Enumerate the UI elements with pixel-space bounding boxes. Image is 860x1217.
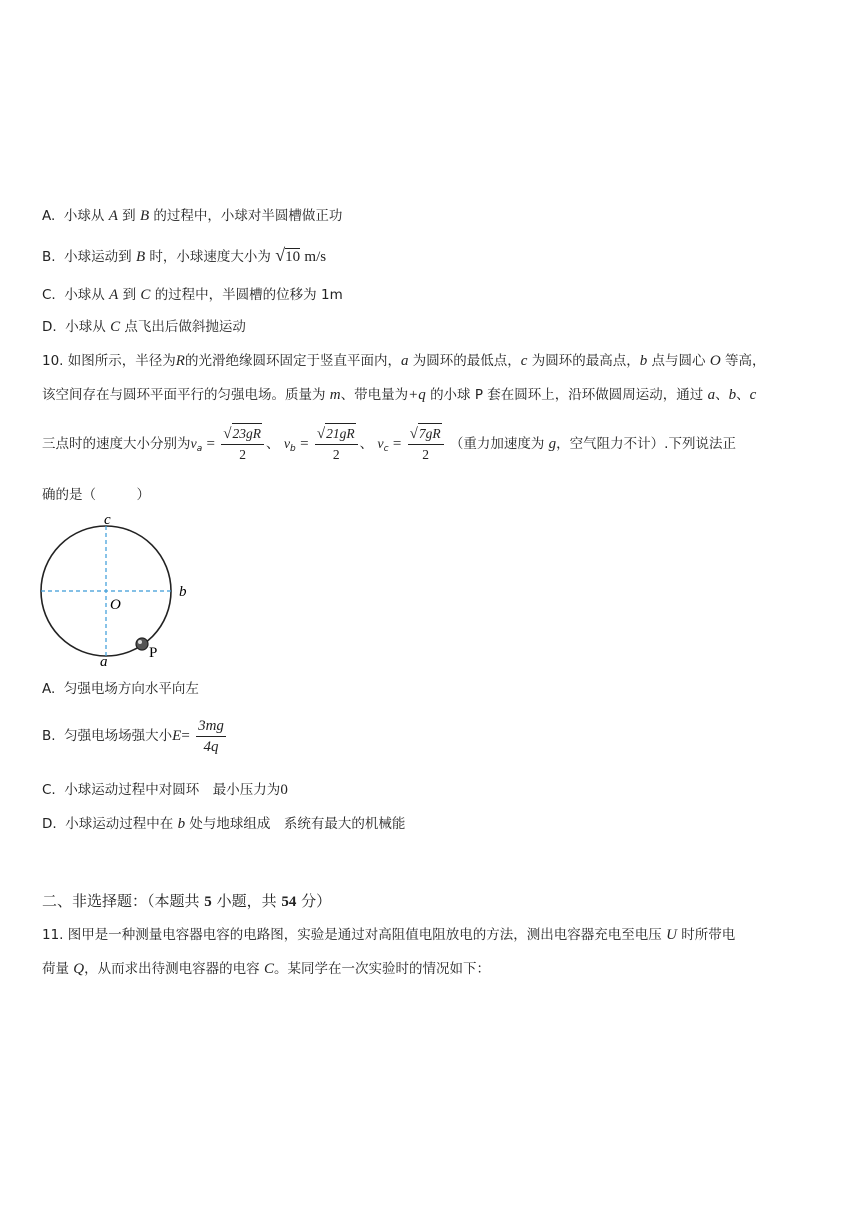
section-heading: 二、非选择题：（本题共 5 小题，共 54 分） — [42, 892, 332, 910]
q10-stem-line4: 确的是（ ） — [42, 487, 150, 503]
q10-stem-line3: 三点时的速度大小分别为$v_a$ = $\frac{√23gR}{2}$ 、 $v_b$ = $\frac{√21gR}{2}$ 、 $v_c$ = $\frac{√7gR}{2}$ （重力加速度为 g，空气阻力不计）.下列说法正 — [42, 422, 736, 470]
label-c: c — [104, 512, 111, 528]
va-fraction: $\frac{√23gR}{2}$ — [221, 423, 264, 465]
e-fraction: $\frac{3mg}{4q}$ — [198, 717, 224, 755]
q11-stem-line1: 11. 图甲是一种测量电容器电容的电路图，实验是通过对高阻值电阻放电的方法，测出电容器充电至电压 U 时所带电 — [42, 927, 736, 943]
q10-option-b: B. 匀强电场场强大小E= $\frac{3mg}{4q}$ — [42, 717, 224, 755]
q9-option-d: D. 小球从 C 点飞出后做斜抛运动 — [42, 319, 246, 335]
q10-option-c: C. 小球运动过程中对圆环 最小压力为0 — [42, 782, 288, 798]
q10-stem-line1: 10. 如图所示，半径为R的光滑绝缘圆环固定于竖直平面内，a 为圆环的最低点，c 为圆环的最高点，b 点与圆心 O 等高， — [42, 353, 766, 369]
label-p: P — [149, 645, 158, 661]
q9-option-b: B. 小球运动到 B 时，小球速度大小为 √10 m/s — [42, 245, 327, 265]
label-o: O — [110, 597, 121, 613]
vb-fraction: $\frac{√21gR}{2}$ — [315, 423, 358, 465]
q10-option-a: A. 匀强电场方向水平向左 — [42, 681, 199, 697]
ball-p — [136, 638, 148, 650]
q9-option-a: A. 小球从 A 到 B 的过程中，小球对半圆槽做正功 — [42, 208, 343, 224]
ball-highlight — [138, 640, 142, 644]
q9-option-c: C. 小球从 A 到 C 的过程中，半圆槽的位移为 1m — [42, 287, 343, 303]
q10-circle-figure — [36, 512, 196, 670]
vc-fraction: $\frac{√7gR}{2}$ — [408, 423, 444, 465]
q10-option-d: D. 小球运动过程中在 b 处与地球组成 系统有最大的机械能 — [42, 816, 406, 832]
label-b: b — [179, 584, 187, 600]
label-a: a — [100, 654, 108, 670]
q10-stem-line2: 该空间存在与圆环平面平行的匀强电场。质量为 m、带电量为+q 的小球 P 套在圆环上，沿环做圆周运动，通过 a、b、c — [42, 387, 757, 403]
q11-stem-line2: 荷量 Q，从而求出待测电容器的电容 C。某同学在一次实验时的情况如下： — [42, 961, 490, 977]
